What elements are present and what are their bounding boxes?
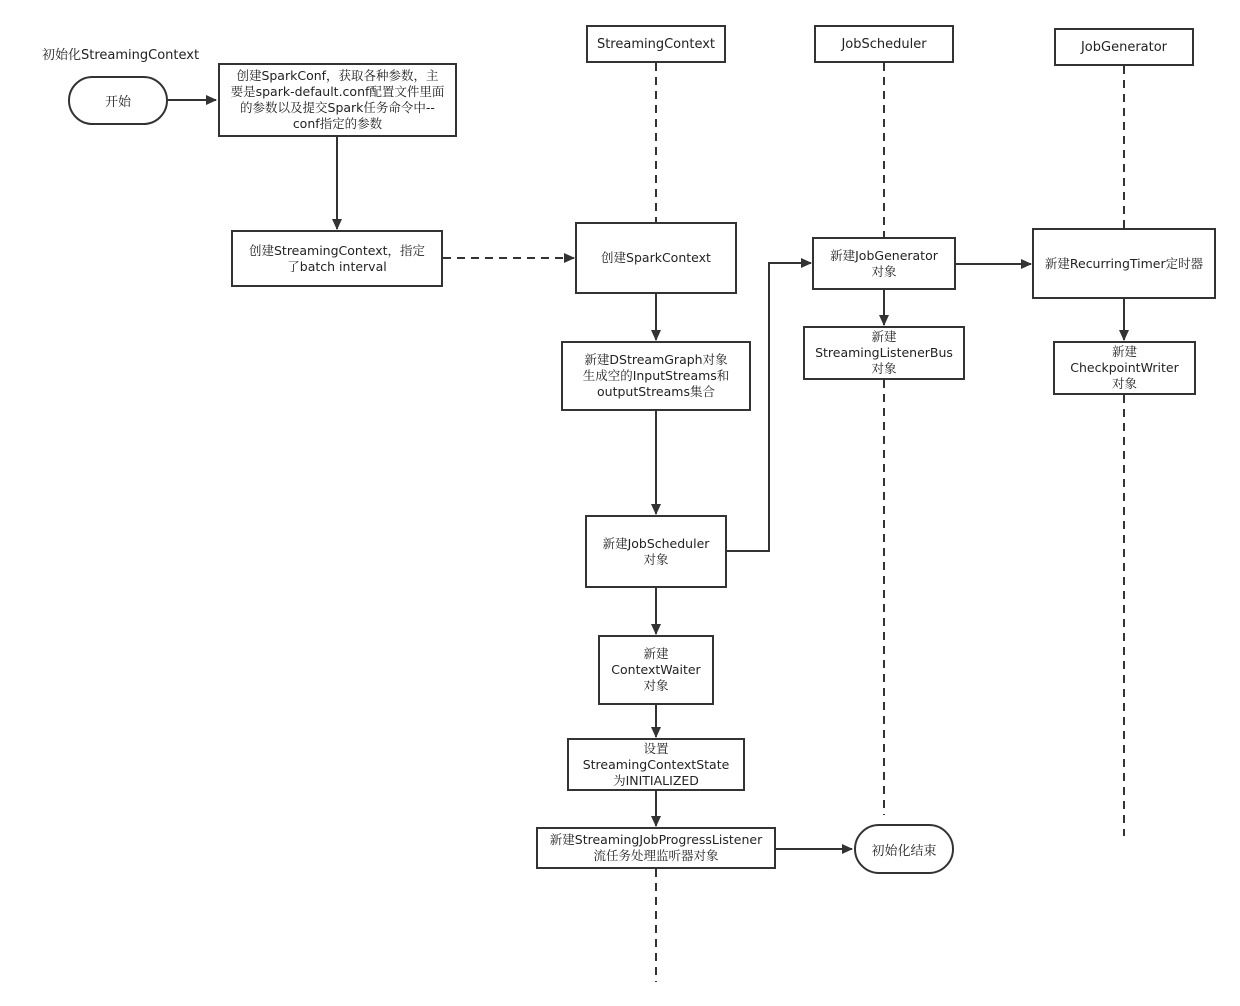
step-new-progress-listener [536,827,776,869]
step-label: 创建StreamingContext，指定 了batch interval [248,242,426,274]
step-label: 新建 ContextWaiter 对象 [611,646,701,693]
step-new-recurring-timer [1032,228,1216,299]
lifeline-header-job-scheduler [814,25,954,63]
step-label: 新建 StreamingListenerBus 对象 [815,329,953,376]
step-label: 新建 CheckpointWriter 对象 [1070,344,1179,391]
diagram-title: 初始化StreamingContext [42,48,200,63]
start-terminal [68,76,168,125]
step-new-streaming-listener-bus [803,326,965,380]
step-label: 新建JobScheduler 对象 [602,535,710,567]
lifeline-header-streaming-context [586,25,726,63]
step-label: 新建JobGenerator 对象 [830,247,938,279]
step-new-context-waiter [598,635,714,705]
terminal-label: 开始 [104,95,131,110]
end-terminal [854,824,954,874]
step-label: 创建SparkContext [601,250,711,265]
step-label: 新建RecurringTimer定时器 [1044,255,1204,271]
lifeline-header-job-generator [1054,28,1194,66]
lifeline-label: StreamingContext [596,36,716,52]
step-set-streaming-context-state [567,738,745,791]
lifeline-label: JobScheduler [841,36,927,52]
step-create-spark-conf [218,63,457,137]
step-label: 新建StreamingJobProgressListener 流任务处理监听器对象 [549,832,763,863]
step-new-job-scheduler [585,515,727,588]
lifeline-label: JobGenerator [1080,39,1168,55]
step-create-streaming-context [231,230,443,287]
step-create-spark-context [575,222,737,294]
step-new-checkpoint-writer [1053,341,1196,395]
step-new-job-generator [812,237,956,290]
step-label: 设置 StreamingContextState 为INITIALIZED [582,740,730,788]
terminal-label: 初始化结束 [871,843,937,859]
step-label: 新建DStreamGraph对象 生成空的InputStreams和 outputStreams集合 [582,352,730,399]
step-label: 创建SparkConf，获取各种参数，主 要是spark-default.conf配置文件里面 的参数以及提交Spark任务命令中-- conf指定的参数 [230,68,445,131]
step-new-dstream-graph [561,341,751,411]
